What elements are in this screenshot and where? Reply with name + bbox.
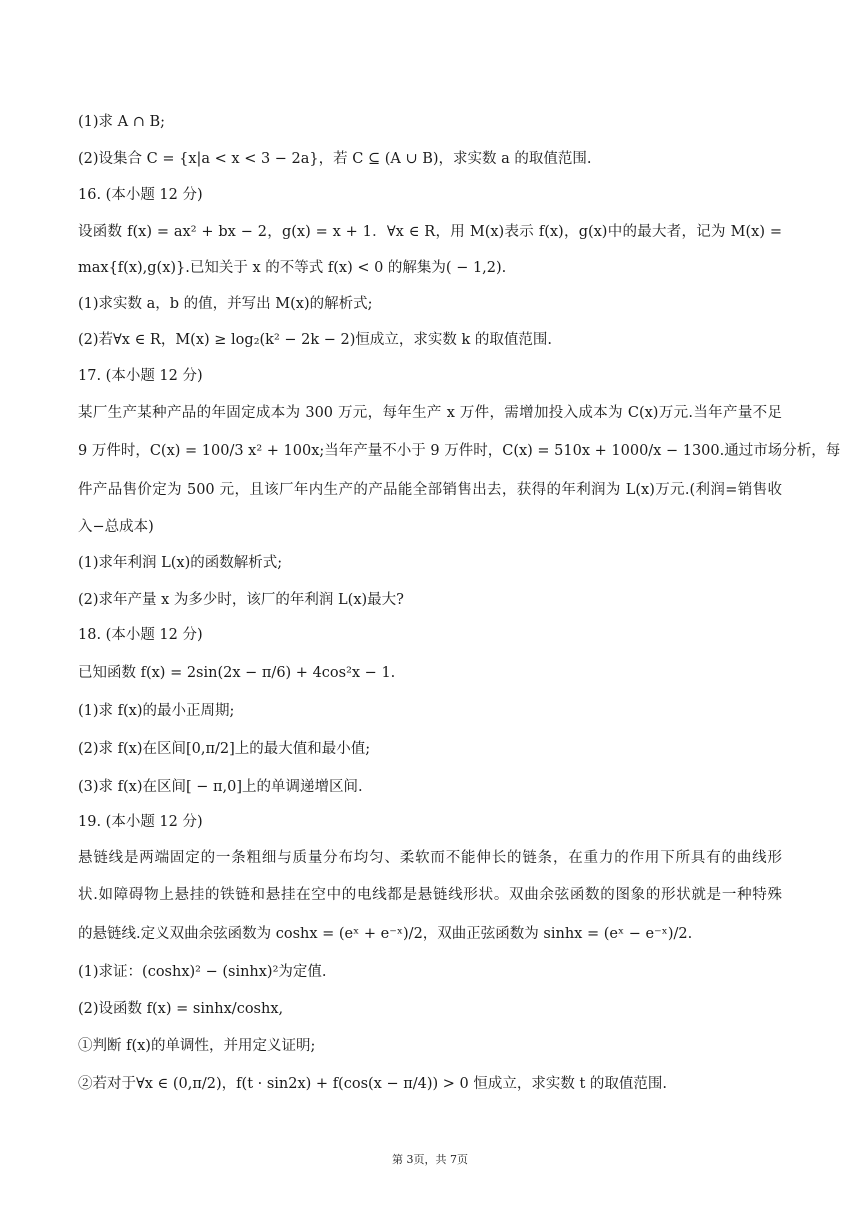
q18-part3: (3)求 f(x)在区间[ − π,0]上的单调递增区间. (78, 779, 363, 795)
q17-stem-line1: 某厂生产某种产品的年固定成本为 300 万元，每年生产 x 万件，需增加投入成本为 C(x)万元.当年产量不足 (78, 405, 782, 421)
q18-stem: 已知函数 f(x) = 2sin(2x − π/6) + 4cos²x − 1. (78, 665, 396, 681)
q19-part2-sub1: ①判断 f(x)的单调性，并用定义证明; (78, 1038, 316, 1054)
q17-header: 17. (本小题 12 分) (78, 368, 203, 384)
q18-header: 18. (本小题 12 分) (78, 627, 203, 643)
q19-stem-line2: 状.如障碍物上悬挂的铁链和悬挂在空中的电线都是悬链线形状。双曲余弦函数的图象的形状就是一种特殊 (78, 887, 782, 903)
q18-part2: (2)求 f(x)在区间[0,π/2]上的最大值和最小值; (78, 741, 371, 757)
q16-stem-line2: max{f(x),g(x)}.已知关于 x 的不等式 f(x) < 0 的解集为( − 1,2). (78, 260, 507, 276)
q17-part2: (2)求年产量 x 为多少时，该厂的年利润 L(x)最大? (78, 592, 404, 608)
q19-stem-line1: 悬链线是两端固定的一条粗细与质量分布均匀、柔软而不能伸长的链条，在重力的作用下所具有的曲线形 (78, 850, 782, 866)
q16-part2: (2)若∀x ∈ R，M(x) ≥ log₂(k² − 2k − 2)恒成立，求实数 k 的取值范围. (78, 332, 553, 348)
q19-part2: (2)设函数 f(x) = sinhx/coshx, (78, 1001, 284, 1017)
q15-part2: (2)设集合 C = {x|a < x < 3 − 2a}，若 C ⊆ (A ∪ B)，求实数 a 的取值范围. (78, 151, 592, 167)
q18-part1: (1)求 f(x)的最小正周期; (78, 703, 235, 719)
q19-stem-line3: 的悬链线.定义双曲余弦函数为 coshx = (eˣ + e⁻ˣ)/2，双曲正弦函数为 sinhx = (eˣ − e⁻ˣ)/2. (78, 926, 693, 942)
q16-header: 16. (本小题 12 分) (78, 187, 203, 203)
q17-stem-line3: 件产品售价定为 500 元，且该厂年内生产的产品能全部销售出去，获得的年利润为 L(x)万元.(利润=销售收 (78, 482, 782, 498)
page-footer: 第 3页，共 7页 (392, 1153, 468, 1166)
q16-part1: (1)求实数 a，b 的值，并写出 M(x)的解析式; (78, 296, 373, 312)
q17-stem-line4: 入−总成本) (78, 519, 154, 535)
q15-part1: (1)求 A ∩ B; (78, 114, 166, 130)
q19-part2-sub2: ②若对于∀x ∈ (0,π/2)，f(t · sin2x) + f(cos(x − π/4)) > 0 恒成立，求实数 t 的取值范围. (78, 1076, 668, 1092)
q17-part1: (1)求年利润 L(x)的函数解析式; (78, 555, 283, 571)
q19-part1: (1)求证：(coshx)² − (sinhx)²为定值. (78, 964, 327, 980)
q17-stem-line2: 9 万件时，C(x) = 100/3 x² + 100x;当年产量不小于 9 万件时，C(x) = 510x + 1000/x − 1300.通过市场分析，每 (78, 443, 841, 459)
q19-header: 19. (本小题 12 分) (78, 814, 203, 830)
q16-stem-line1: 设函数 f(x) = ax² + bx − 2，g(x) = x + 1．∀x ∈ R，用 M(x)表示 f(x)，g(x)中的最大者，记为 M(x) = (78, 224, 782, 240)
